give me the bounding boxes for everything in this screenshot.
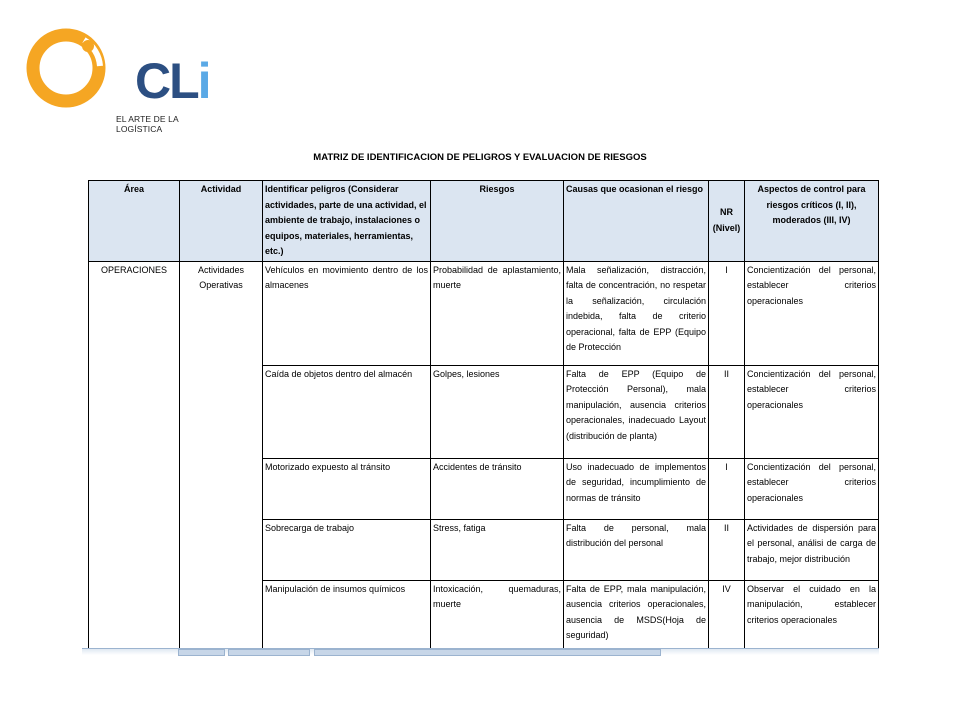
nr-cell: I: [709, 458, 745, 519]
nr-cell: IV: [709, 580, 745, 652]
nr-cell: II: [709, 365, 745, 458]
riesgo-cell: Stress, fatiga: [431, 519, 564, 580]
logo-tagline: EL ARTE DE LA LOGÍSTICA: [116, 114, 179, 134]
logo-word: CLi: [135, 53, 210, 109]
control-cell: Observar el cuidado en la manipulación, establecer criterios operacionales: [745, 580, 879, 652]
risk-matrix-table: [88, 180, 879, 653]
peligro-cell: Motorizado expuesto al tránsito: [263, 458, 431, 519]
sheet-tab: [314, 649, 661, 656]
header-control: Aspectos de control para riesgos críticos (I, II), moderados (III, IV): [745, 181, 879, 262]
causa-cell: Falta de personal, mala distribución del personal: [564, 519, 709, 580]
header-peligros: Identificar peligros (Considerar actividades, parte de una actividad, el ambiente de trabajo, instalaciones o equipos, materiales, herramientas, etc.): [263, 181, 431, 262]
logo-ring-icon: [24, 26, 116, 112]
riesgo-cell: Intoxicación, quemaduras, muerte: [431, 580, 564, 652]
peligro-cell: Caída de objetos dentro del almacén: [263, 365, 431, 458]
causa-cell: Falta de EPP (Equipo de Protección Personal), mala manipulación, ausencia criterios operacionales, inadecuado Layout (distribución de planta): [564, 365, 709, 458]
sheet-tab-strip: [82, 648, 879, 655]
control-cell: Concientización del personal, establecer criterios operacionales: [745, 261, 879, 365]
riesgo-cell: Golpes, lesiones: [431, 365, 564, 458]
area-cell: OPERACIONES: [89, 261, 180, 652]
header-area: Área: [89, 181, 180, 262]
table-row: [89, 261, 879, 365]
causa-cell: Mala señalización, distracción, falta de concentración, no respetar la señalización, circulación indebida, falta de criterio operacional, falta de EPP (Equipo de Protección: [564, 261, 709, 365]
header-actividad: Actividad: [180, 181, 263, 262]
control-cell: Actividades de dispersión para el personal, análisi de carga de trabajo, mejor distribución: [745, 519, 879, 580]
causa-cell: Uso inadecuado de implementos de seguridad, incumplimiento de normas de tránsito: [564, 458, 709, 519]
peligro-cell: Sobrecarga de trabajo: [263, 519, 431, 580]
company-logo: [24, 26, 219, 134]
peligro-cell: Vehículos en movimiento dentro de los almacenes: [263, 261, 431, 365]
control-cell: Concientización del personal, establecer criterios operacionales: [745, 365, 879, 458]
riesgo-cell: Accidentes de tránsito: [431, 458, 564, 519]
riesgo-cell: Probabilidad de aplastamiento, muerte: [431, 261, 564, 365]
nr-cell: II: [709, 519, 745, 580]
nr-cell: I: [709, 261, 745, 365]
document-title: MATRIZ DE IDENTIFICACION DE PELIGROS Y EVALUACION DE RIESGOS: [313, 152, 647, 163]
causa-cell: Falta de EPP, mala manipulación, ausencia criterios operacionales, ausencia de MSDS(Hoja de seguridad): [564, 580, 709, 652]
actividad-cell: Actividades Operativas: [180, 261, 263, 652]
sheet-tab: [178, 649, 225, 656]
header-riesgos: Riesgos: [431, 181, 564, 262]
header-causas: Causas que ocasionan el riesgo: [564, 181, 709, 262]
control-cell: Concientización del personal, establecer criterios operacionales: [745, 458, 879, 519]
sheet-tab: [228, 649, 310, 656]
peligro-cell: Manipulación de insumos químicos: [263, 580, 431, 652]
header-nr: NR (Nivel): [709, 181, 745, 262]
